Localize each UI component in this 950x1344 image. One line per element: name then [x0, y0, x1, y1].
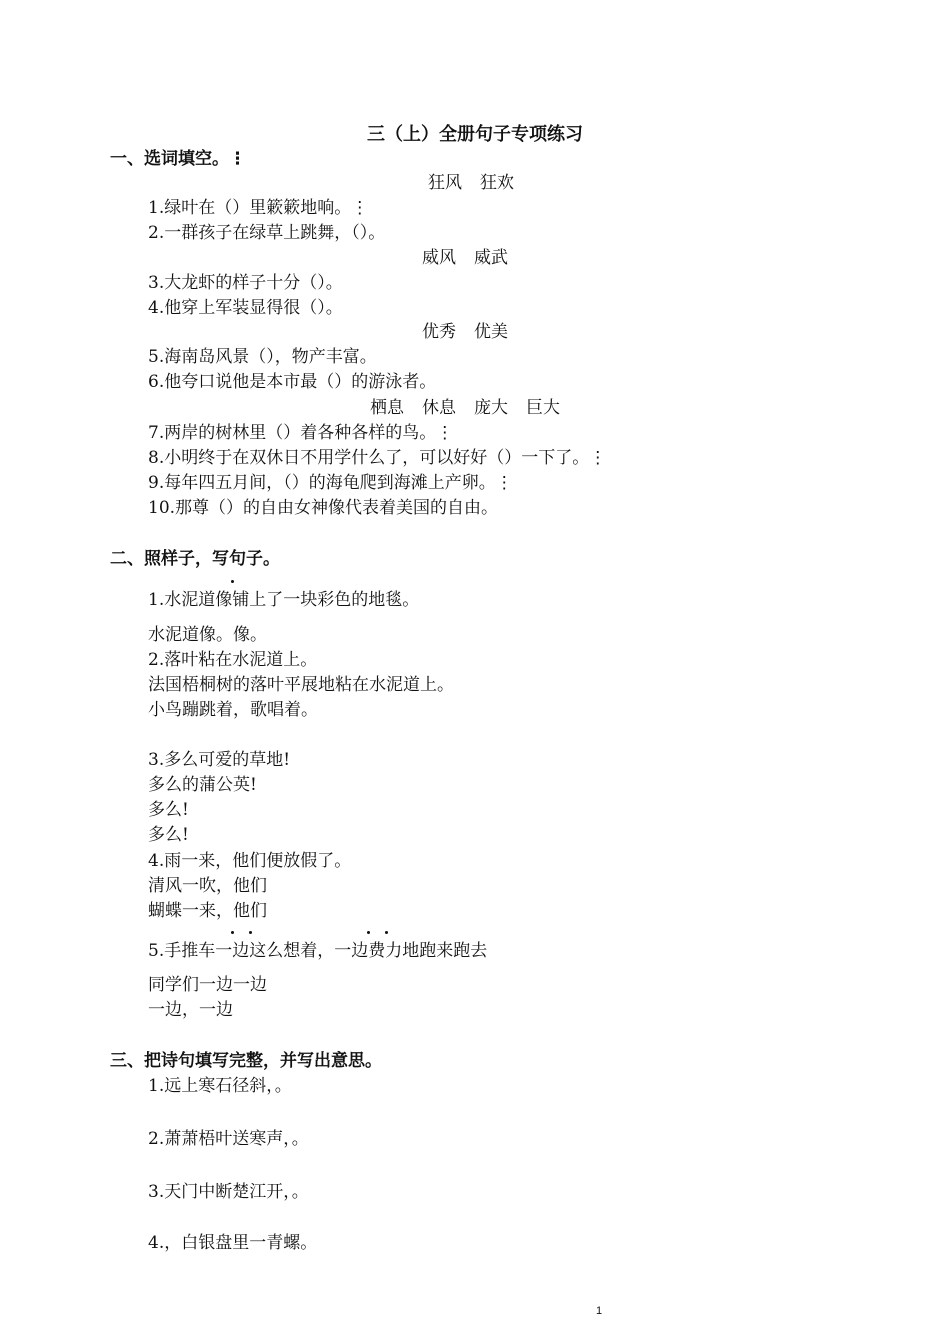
- answer-line: 多么的蒲公英!: [148, 775, 257, 795]
- emphasis-dot: [367, 931, 370, 934]
- word-bank-3: [422, 321, 526, 343]
- question-5: 5.海南岛风景（），物产丰富。: [148, 347, 377, 367]
- question-3: 3.大龙虾的样子十分（）。: [148, 273, 343, 293]
- word-option: 庞大: [474, 398, 508, 418]
- word-option: 优美: [474, 322, 508, 342]
- answer-line: 清风一吹，他们: [148, 876, 267, 896]
- word-option: 威风: [422, 248, 456, 268]
- example-sentence-1: 1.水泥道像铺上了一块彩色的地毯。: [148, 590, 420, 610]
- section-heading-2: 二、照样子，写句子。: [110, 549, 280, 569]
- word-option: 狂风: [428, 173, 462, 193]
- question-9: 9.每年四五月间，（）的海龟爬到海滩上产卵。⋮: [148, 473, 513, 493]
- answer-line: 同学们一边一边: [148, 975, 267, 995]
- example-sentence-2b: 法国梧桐树的落叶平展地粘在水泥道上。: [148, 675, 454, 695]
- word-option: 栖息: [370, 398, 404, 418]
- question-4: 4.他穿上军装显得很（）。: [148, 298, 343, 318]
- answer-line: 一边，一边: [148, 1000, 233, 1020]
- question-2: 2.一群孩子在绿草上跳舞，（）。: [148, 223, 386, 243]
- word-option: 巨大: [526, 398, 560, 418]
- example-sentence-5: 5.手推车一边这么想着，一边费力地跑来跑去: [148, 941, 488, 961]
- page-number: 1: [596, 1305, 603, 1317]
- word-bank-1: [428, 172, 532, 194]
- poem-line-3: 3.天门中断楚江开，。: [148, 1182, 309, 1202]
- answer-line: 水泥道像。像。: [148, 625, 267, 645]
- word-option: 狂欢: [480, 173, 514, 193]
- question-10: 10.那尊（）的自由女神像代表着美国的自由。: [148, 498, 499, 518]
- question-7: 7.两岸的树林里（）着各种各样的鸟。⋮: [148, 423, 454, 443]
- question-6: 6.他夸口说他是本市最（）的游泳者。: [148, 372, 437, 392]
- word-option: 优秀: [422, 322, 456, 342]
- page-title: 三（上）全册句子专项练习: [367, 124, 583, 145]
- word-bank-4: [370, 397, 578, 419]
- answer-line: 多么!: [148, 800, 189, 820]
- poem-line-4: 4.，白银盘里一青螺。: [148, 1233, 318, 1253]
- answer-line: 蝴蝶一来，他们: [148, 901, 267, 921]
- word-option: 威武: [474, 248, 508, 268]
- emphasis-dot: [385, 931, 388, 934]
- section-heading-1: 一、选词填空。⋮: [110, 149, 246, 169]
- answer-line: 小鸟蹦跳着，歌唱着。: [148, 700, 318, 720]
- word-bank-2: [422, 247, 526, 269]
- section-heading-3: 三、把诗句填写完整，并写出意思。: [110, 1051, 382, 1071]
- question-1: 1.绿叶在（）里簌簌地响。⋮: [148, 198, 369, 218]
- emphasis-dot: [231, 580, 234, 583]
- example-sentence-2: 2.落叶粘在水泥道上。: [148, 650, 318, 670]
- emphasis-dot: [249, 931, 252, 934]
- poem-line-2: 2.萧萧梧叶送寒声，。: [148, 1129, 309, 1149]
- example-sentence-3: 3.多么可爱的草地!: [148, 750, 291, 770]
- emphasis-dot: [231, 931, 234, 934]
- word-option: 休息: [422, 398, 456, 418]
- example-sentence-4: 4.雨一来，他们便放假了。: [148, 851, 352, 871]
- poem-line-1: 1.远上寒石径斜，。: [148, 1076, 292, 1096]
- question-8: 8.小明终于在双休日不用学什么了，可以好好（）一下了。⋮: [148, 448, 607, 468]
- answer-line: 多么!: [148, 825, 189, 845]
